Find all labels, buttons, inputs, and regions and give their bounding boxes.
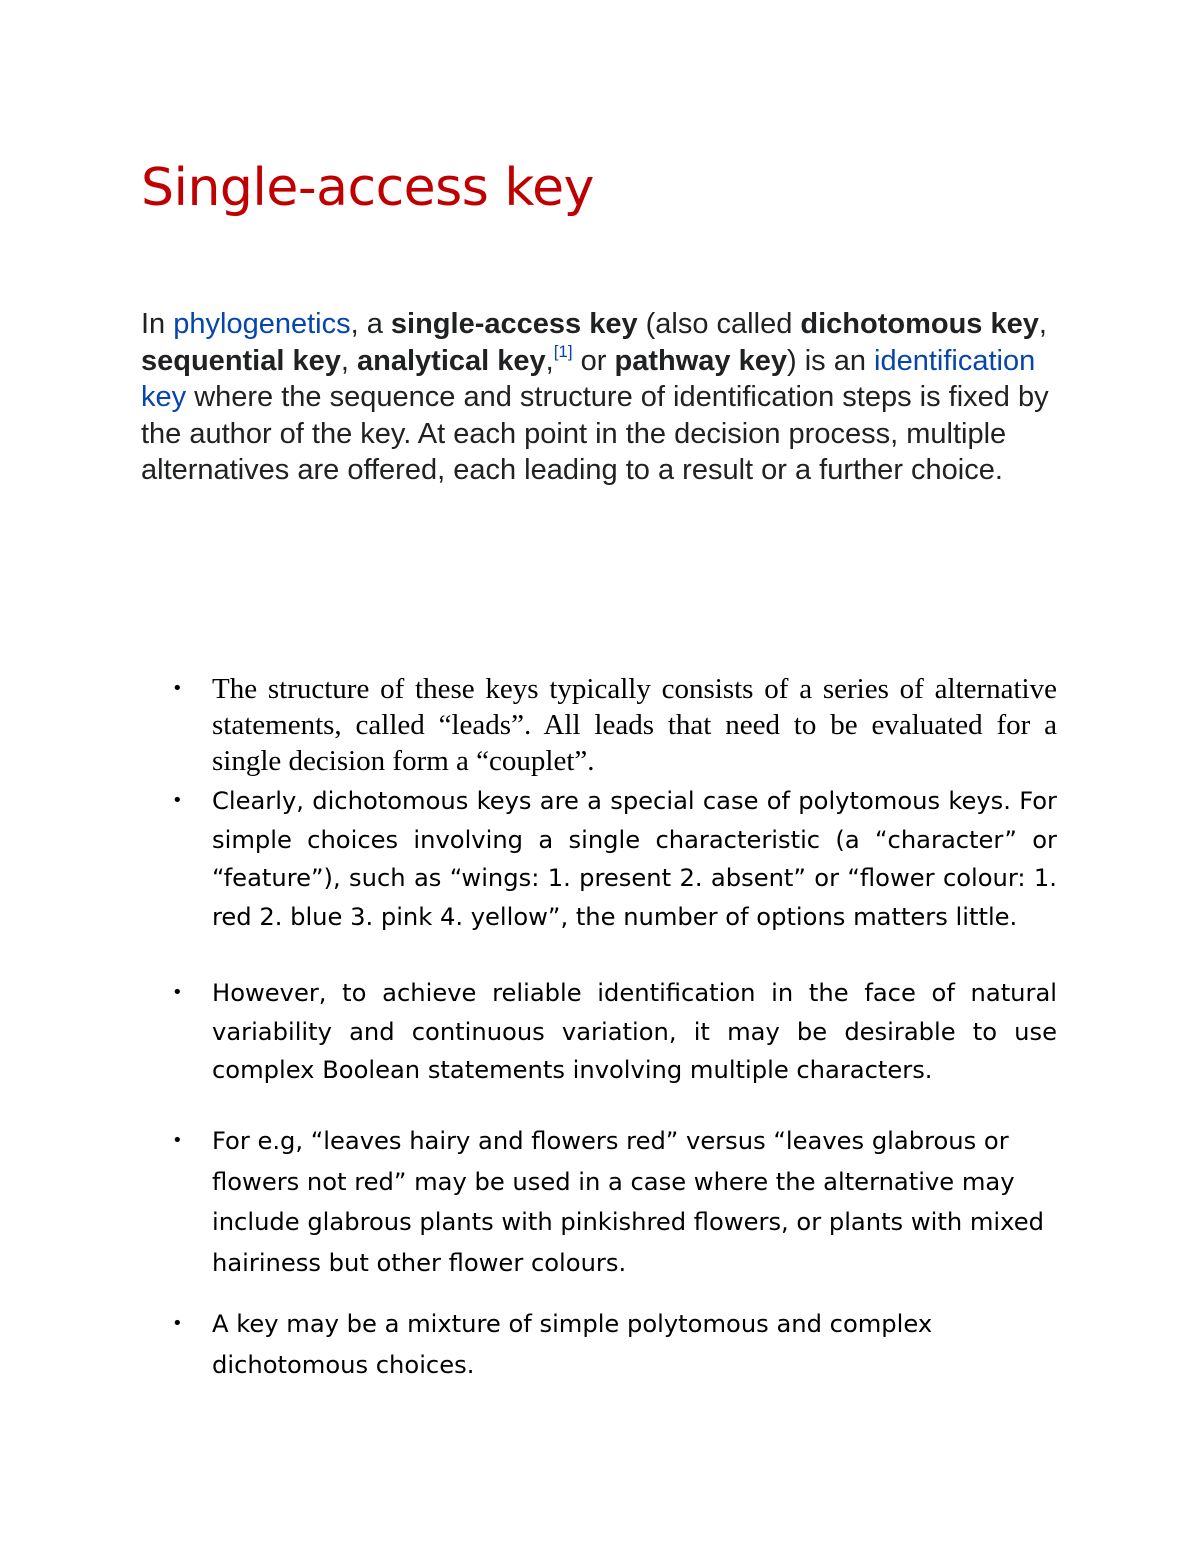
list-item-text: The structure of these keys typically consists of a series of alternative statements, called “leads”. All leads that need to be evaluated for a single decision form a “couplet”. — [212, 673, 1057, 777]
list-item — [172, 782, 1057, 936]
intro-text: , a — [350, 308, 391, 340]
bullet-icon: • — [172, 790, 183, 811]
identification-key-link[interactable]: identification key — [141, 344, 1036, 413]
intro-text: In — [141, 308, 174, 340]
intro-text: , — [340, 344, 357, 377]
intro-text: , — [545, 344, 554, 377]
list-item-text: However, to achieve reliable identification in the face of natural variability and continuous variation, it may be desirable to use complex Boolean statements involving multiple characters. — [212, 979, 1057, 1084]
bullet-icon: • — [172, 982, 183, 1003]
intro-paragraph — [141, 306, 1061, 489]
list-item-text: For e.g, “leaves hairy and flowers red” versus “leaves glabrous or flowers not red” may be used in a case where the alternative may include glabrous plants with pinkishred flowers, or plants with mixed hairiness but other flower colours. — [212, 1127, 1044, 1277]
term-dichotomous-key: dichotomous key — [800, 308, 1039, 340]
list-item-text: A key may be a mixture of simple polytomous and complex dichotomous choices. — [212, 1310, 933, 1379]
intro-text: (also called — [637, 308, 801, 340]
intro-text: ) is an — [787, 344, 875, 377]
bullet-icon: • — [172, 1130, 183, 1151]
list-item — [172, 1121, 1057, 1283]
list-item — [172, 671, 1057, 779]
list-item-text: Clearly, dichotomous keys are a special case of polytomous keys. For simple choices involving a single characteristic (a “character” or “feature”), such as “wings: 1. present 2. absent” or “flower colour: 1. red 2. blue 3. pink 4. yellow”, the number of options matters little. — [212, 787, 1057, 931]
page-title: Single-access key — [141, 158, 594, 218]
bullet-icon: • — [172, 678, 183, 699]
term-analytical-key: analytical key — [357, 344, 546, 377]
term-single-access-key: single-access key — [390, 308, 638, 340]
intro-text: , — [1038, 308, 1047, 340]
bullet-icon: • — [172, 1313, 183, 1334]
reference-link[interactable]: [1] — [553, 341, 573, 361]
intro-text: where the sequence and structure of identification steps is fixed by the author of the key. At each point in the decision process, multiple alternatives are offered, each leading to a result or a further choice. — [141, 381, 1049, 486]
list-item — [172, 1304, 1057, 1385]
phylogenetics-link[interactable]: phylogenetics — [173, 308, 351, 340]
term-pathway-key: pathway key — [614, 344, 787, 377]
list-item — [172, 974, 1057, 1090]
term-sequential-key: sequential key — [141, 344, 341, 377]
intro-text: or — [572, 344, 615, 377]
